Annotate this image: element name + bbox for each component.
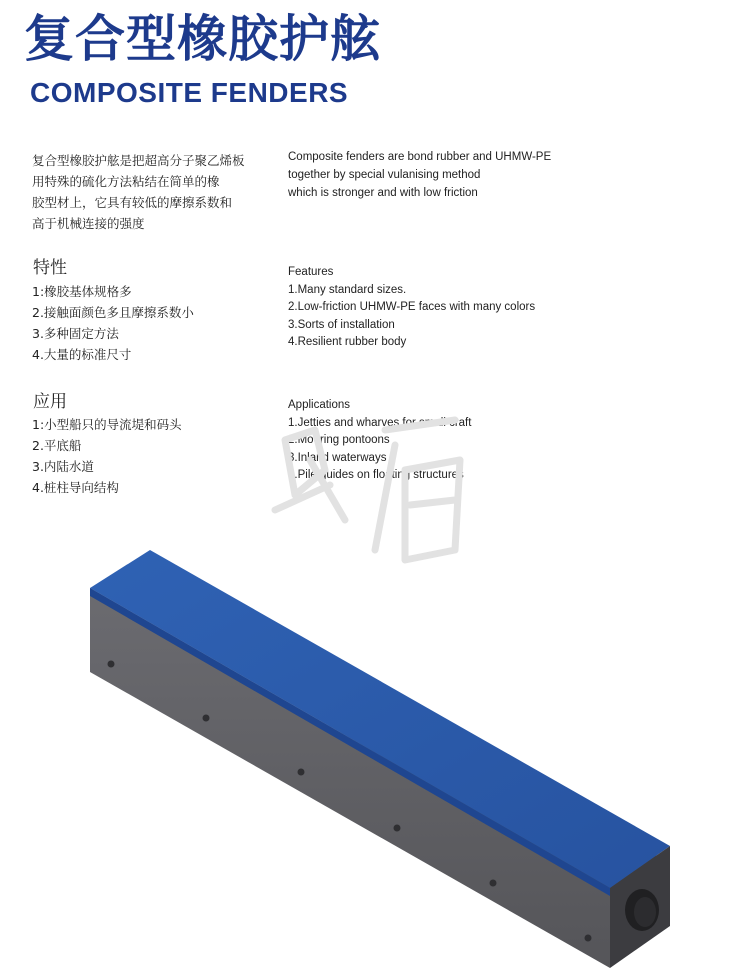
list-item: 1.Jetties and wharves for small craft xyxy=(288,416,472,429)
intro-cn-line: 胶型材上，它具有较低的摩擦系数和 xyxy=(32,195,233,210)
page-title-cn: 复合型橡胶护舷 xyxy=(24,10,381,68)
list-item: 2.平底船 xyxy=(32,438,82,453)
intro-cn-line: 复合型橡胶护舷是把超高分子聚乙烯板 xyxy=(32,153,245,168)
intro-cn-line: 高于机械连接的强度 xyxy=(32,216,145,231)
list-item: 3.Sorts of installation xyxy=(288,318,395,331)
features-heading-en: Features xyxy=(288,266,334,278)
list-item: 2.Mooring pontoons xyxy=(288,434,390,447)
applications-heading-cn: 应用 xyxy=(33,392,67,412)
list-item: 3.多种固定方法 xyxy=(32,326,119,341)
list-item: 1.Many standard sizes. xyxy=(288,283,407,296)
list-item: 4.Resilient rubber body xyxy=(288,336,407,349)
fender-pe-edge xyxy=(90,588,610,896)
intro-en-line: Composite fenders are bond rubber and UHMW-PE xyxy=(288,151,552,163)
page-title-en: COMPOSITE FENDERS xyxy=(30,77,349,108)
list-item: 2.接触面颜色多且摩擦系数小 xyxy=(32,305,194,320)
intro-cn-line: 用特殊的硫化方法粘结在简单的橡 xyxy=(32,174,220,189)
list-item: 4.大量的标准尺寸 xyxy=(32,347,132,362)
list-item: 2.Low-friction UHMW-PE faces with many colors xyxy=(288,301,536,314)
features-heading-cn: 特性 xyxy=(33,258,67,278)
list-item: 3.Inland waterways xyxy=(288,451,387,464)
list-item: 1:橡胶基体规格多 xyxy=(32,284,132,299)
intro-en-line: which is stronger and with low friction xyxy=(288,187,478,199)
list-item: 1:小型船只的导流堤和码头 xyxy=(32,417,182,432)
list-item: 4.Pile guides on floating structures xyxy=(288,469,464,482)
applications-heading-en: Applications xyxy=(288,399,351,411)
list-item: 3.内陆水道 xyxy=(32,459,94,474)
list-item: 4.桩柱导向结构 xyxy=(32,480,119,495)
intro-en-line: together by special vulanising method xyxy=(288,169,481,181)
